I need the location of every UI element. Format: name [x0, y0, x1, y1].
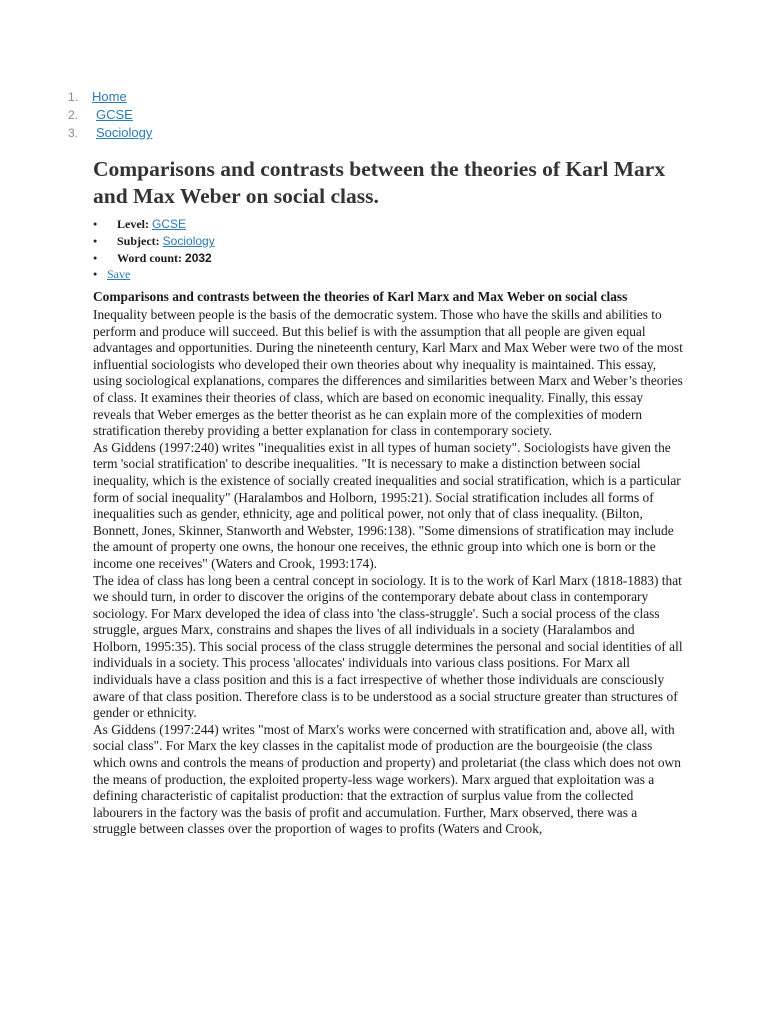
meta-level — [93, 216, 683, 233]
paragraph: As Giddens (1997:240) writes "inequalities exist in all types of human society". Sociologists have given the term 'social stratification' to describe inequalities. "It is necessary to make a distinction between social inequality, which is the existence of socially created inequalities and social stratification, which is a particular form of social inequality" (Haralambos and Holborn, 1995:21). Social stratification includes all forms of inequalities such as gender, ethnicity, age and political power, not only that of class inequality. (Bilton, Bonnett, Jones, Skinner, Stanworth and Webster, 1996:138). "Some dimensions of stratification may include the amount of property one owns, the honour one receives, the ethnic group into which one is born or the income one receives" (Waters and Crook, 1993:174). — [93, 439, 681, 571]
meta-subject — [93, 233, 683, 250]
save-item — [93, 267, 683, 282]
breadcrumb-number: 3. — [68, 126, 79, 140]
breadcrumb-item-gcse — [68, 106, 152, 124]
main-content — [93, 156, 683, 838]
subject-label: Subject: — [117, 234, 160, 248]
breadcrumb — [68, 88, 152, 142]
paragraph: As Giddens (1997:244) writes "most of Marx's works were concerned with stratification and, above all, with social class". For Marx the key classes in the capitalist mode of production are the bourgeoisie (the class which owns and controls the means of production and property) and proletariat (the class which does not own the means of production, the exploited property-less wage workers). Marx argued that exploitation was a defining characteristic of capitalist production: that the extraction of surplus value from the collected labourers in the factory was the basis of profit and accumulation. Further, Marx observed, there was a struggle between classes over the proportion of wages to profits (Waters and Crook, — [93, 721, 681, 837]
level-label: Level: — [117, 217, 149, 231]
level-link[interactable]: GCSE — [152, 217, 187, 231]
paragraph: The idea of class has long been a central concept in sociology. It is to the work of Karl Marx (1818-1883) that we should turn, in order to discover the origins of the contemporary debate about class in contemporary sociology. For Marx developed the idea of class into 'the class-struggle'. Such a social process of the class struggle, argues Marx, constrains and shapes the lives of all individuals in a society (Haralambos and Holborn, 1995:35). This social process of the class struggle determines the personal and social identities of all individuals in a society. This process 'allocates' individuals into various class positions. For Marx all individuals have a class position and this is a fact irrespective of whether those individuals are consciously aware of that class position. Therefore class is to be understood as a social structure greater than structures of gender or ethnicity. — [93, 572, 683, 721]
word-count-label: Word count: — [117, 251, 183, 265]
breadcrumb-number: 2. — [68, 108, 79, 122]
breadcrumb-link-home[interactable]: Home — [92, 89, 127, 104]
breadcrumb-number: 1. — [68, 90, 79, 104]
essay-heading: Comparisons and contrasts between the theories of Karl Marx and Max Weber on social class — [93, 289, 628, 304]
breadcrumb-link-gcse[interactable]: GCSE — [96, 107, 133, 122]
breadcrumb-link-sociology[interactable]: Sociology — [96, 125, 153, 140]
paragraph: Inequality between people is the basis of the democratic system. Those who have the skills and abilities to perform and produce will succeed. But this belief is with the assumption that all people are given equal advantages and opportunities. During the nineteenth century, Karl Marx and Max Weber were two of the most influential sociologists who developed their own theories about why inequality is maintained. This essay, using sociological explanations, compares the differences and similarities between Marx and Weber’s theories of class. It examines their theories of class, which are based on economic inequality. Finally, this essay reveals that Weber emerges as the better theorist as he can explain more of the complexities of modern stratification thereby providing a better explanation for class in contemporary society. — [93, 307, 683, 439]
breadcrumb-item-home — [68, 88, 152, 106]
breadcrumb-item-sociology — [68, 124, 152, 142]
meta-word-count — [93, 250, 683, 267]
essay-body — [93, 307, 683, 838]
word-count-value: 2032 — [185, 251, 212, 265]
save-link[interactable]: Save — [107, 267, 131, 281]
essay-meta-list — [93, 216, 683, 267]
subject-link[interactable]: Sociology — [162, 234, 215, 248]
page-title: Comparisons and contrasts between the theories of Karl Marx and Max Weber on social class. — [93, 157, 666, 208]
